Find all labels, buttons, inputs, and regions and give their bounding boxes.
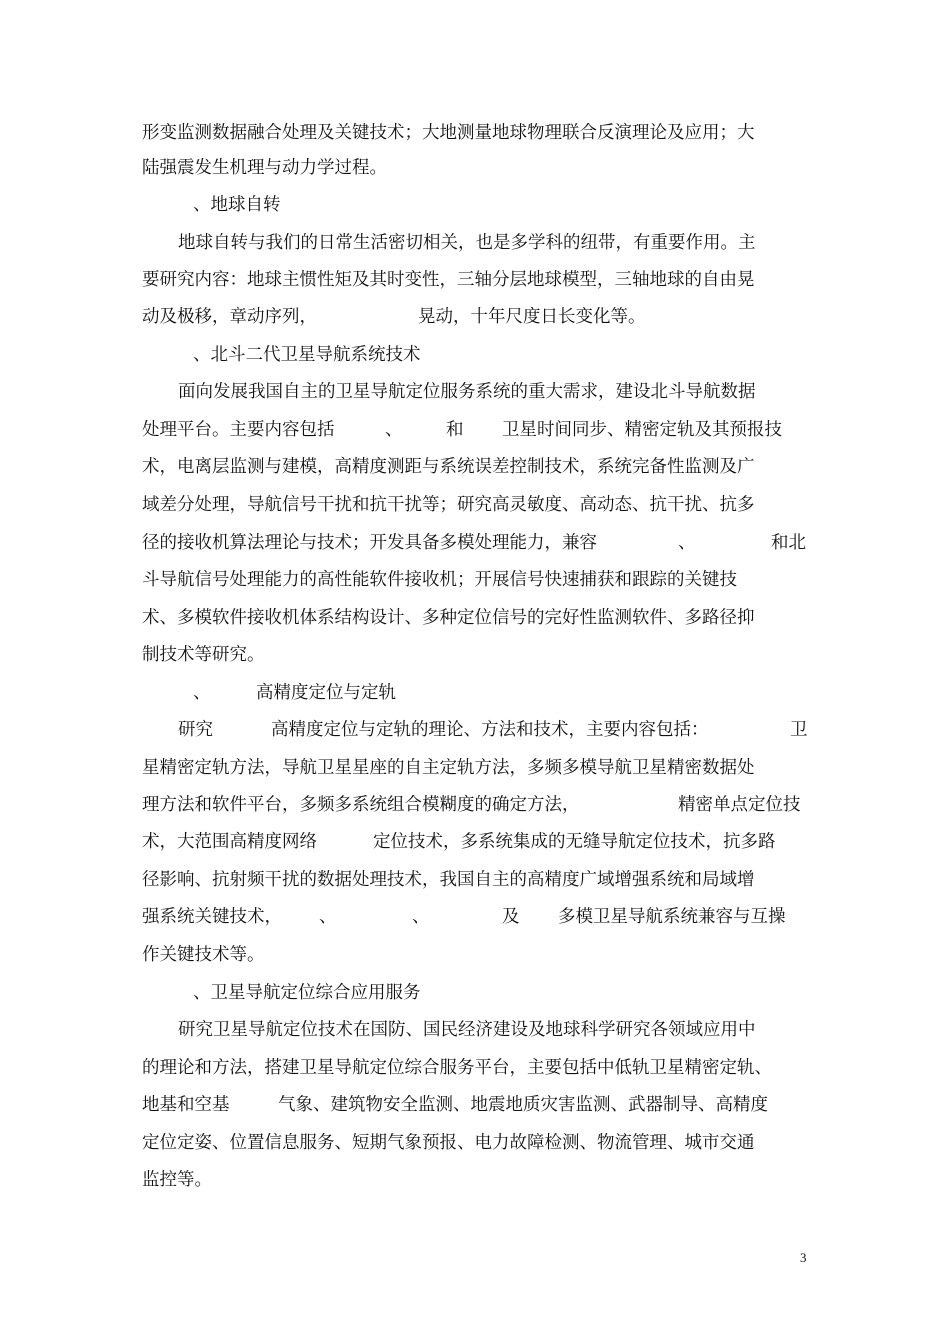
- text-line: 研究: [178, 720, 213, 740]
- text-line: 定位技术，多系统集成的无缝导航定位技术，抗多路: [373, 832, 776, 852]
- text-line: 地球自转与我们的日常生活密切相关，也是多学科的纽带，有重要作用。主: [178, 233, 756, 253]
- section-heading: 、地球自转: [193, 195, 281, 215]
- text-line: 制技术等研究。: [142, 645, 265, 665]
- text-line: 术，电离层监测与建模，高精度测距与系统误差控制技术，系统完备性监测及广: [142, 457, 755, 477]
- text-line: 研究卫星导航定位技术在国防、国民经济建设及地球科学研究各领域应用中: [178, 1020, 756, 1040]
- text-line: 、: [385, 420, 403, 440]
- text-line: 星精密定轨方法，导航卫星星座的自主定轨方法，多频多模导航卫星精密数据处: [142, 758, 755, 778]
- page-number: 3: [800, 1250, 807, 1265]
- text-line: 、: [678, 533, 696, 553]
- text-line: 径影响、抗射频干扰的数据处理技术，我国自主的高精度广域增强系统和局域增: [142, 870, 755, 890]
- text-line: 斗导航信号处理能力的高性能软件接收机；开展信号快速捕获和跟踪的关键技: [142, 570, 737, 590]
- text-line: 卫星时间同步、精密定轨及其预报技: [502, 420, 782, 440]
- text-line: 气象、建筑物安全监测、地震地质灾害监测、武器制导、高精度: [278, 1095, 768, 1115]
- text-line: 域差分处理，导航信号干扰和抗干扰等；研究高灵敏度、高动态、抗干扰、抗多: [142, 495, 755, 515]
- text-line: 术、多模软件接收机体系结构设计、多种定位信号的完好性监测软件、多路径抑: [142, 608, 755, 628]
- text-line: 的理论和方法，搭建卫星导航定位综合服务平台，主要包括中低轨卫星精密定轨、: [142, 1058, 772, 1078]
- text-line: 精密单点定位技: [678, 795, 801, 815]
- text-line: 、: [319, 907, 337, 927]
- text-line: 及: [502, 907, 520, 927]
- text-line: 处理平台。主要内容包括: [142, 420, 335, 440]
- section-heading: 、北斗二代卫星导航系统技术: [193, 345, 421, 365]
- text-line: 径的接收机算法理论与技术；开发具备多模处理能力，兼容: [142, 533, 597, 553]
- text-line: 地基和空基: [142, 1095, 230, 1115]
- text-line: 和北: [771, 533, 806, 553]
- text-line: 强系统关键技术，: [142, 907, 282, 927]
- text-line: 要研究内容：地球主惯性矩及其时变性，三轴分层地球模型，三轴地球的自由晃: [142, 270, 755, 290]
- text-line: 面向发展我国自主的卫星导航定位服务系统的重大需求，建设北斗导航数据: [178, 382, 756, 402]
- text-line: 和: [446, 420, 464, 440]
- text-line: 晃动，十年尺度日长变化等。: [418, 307, 646, 327]
- text-line: 定位定姿、位置信息服务、短期气象预报、电力故障检测、物流管理、城市交通: [142, 1133, 755, 1153]
- text-line: 形变监测数据融合处理及关键技术；大地测量地球物理联合反演理论及应用；大: [142, 123, 755, 143]
- section-heading: 高精度定位与定轨: [256, 683, 396, 703]
- text-line: 术，大范围高精度网络: [142, 832, 317, 852]
- text-line: 陆强震发生机理与动力学过程。: [142, 158, 387, 178]
- text-line: 作关键技术等。: [142, 945, 265, 965]
- text-line: 动及极移，章动序列，: [142, 307, 317, 327]
- text-line: 监控等。: [142, 1170, 212, 1190]
- text-line: 、: [412, 907, 430, 927]
- text-line: 卫: [790, 720, 808, 740]
- section-heading: 、: [193, 683, 211, 703]
- text-line: 理方法和软件平台，多频多系统组合模糊度的确定方法，: [142, 795, 580, 815]
- text-line: 高精度定位与定轨的理论、方法和技术，主要内容包括：: [271, 720, 709, 740]
- text-line: 多模卫星导航系统兼容与互操: [558, 907, 786, 927]
- section-heading: 、卫星导航定位综合应用服务: [193, 983, 421, 1003]
